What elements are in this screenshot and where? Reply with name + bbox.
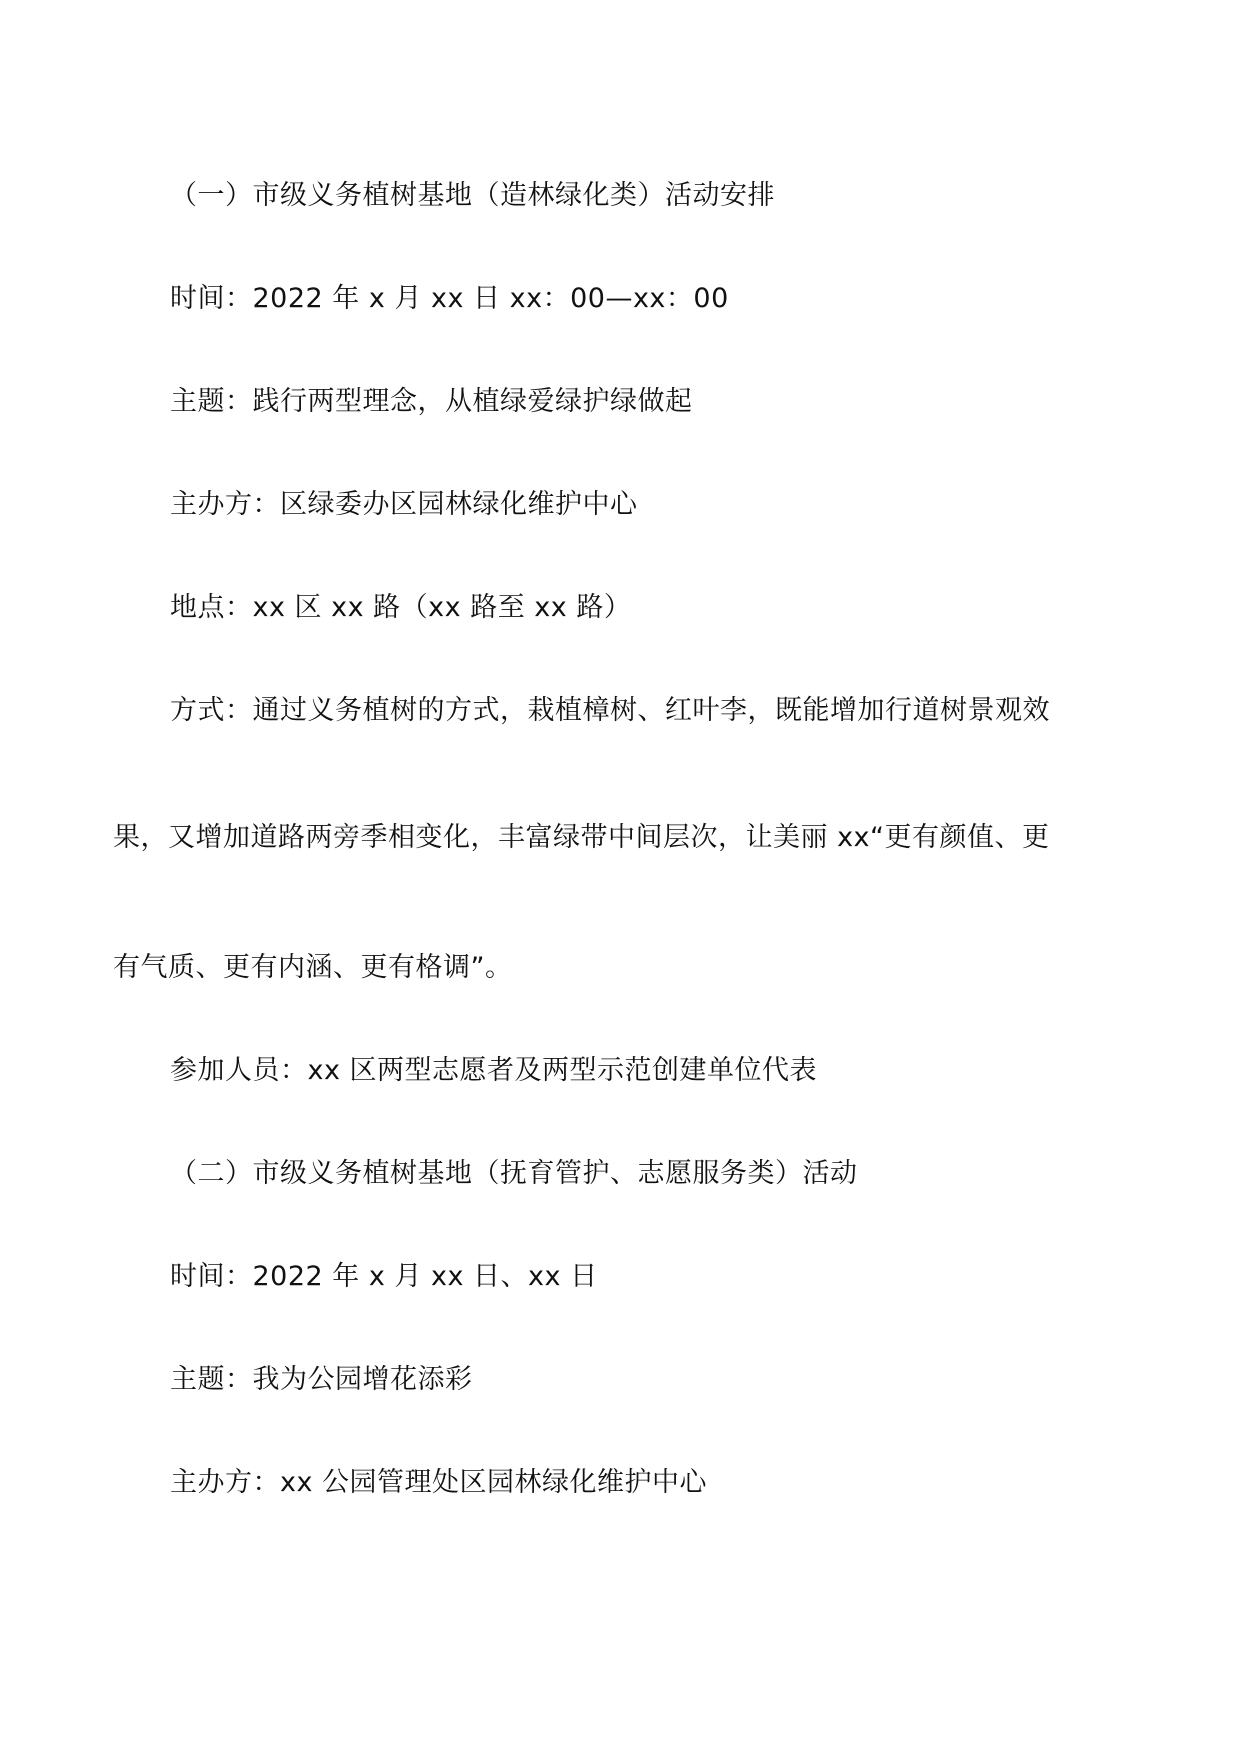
method-line-2: 果，又增加道路两旁季相变化，丰富绿带中间层次，让美丽 xx“更有颜值、更 — [113, 822, 1050, 853]
time-line-2: 时间：2022 年 x 月 xx 日、xx 日 — [170, 1261, 598, 1292]
section-heading-2: （二）市级义务植树基地（抚育管护、志愿服务类）活动 — [170, 1158, 858, 1189]
organizer-line-2: 主办方：xx 公园管理处区园林绿化维护中心 — [170, 1467, 708, 1498]
method-line-3: 有气质、更有内涵、更有格调”。 — [113, 952, 513, 983]
method-line-1: 方式：通过义务植树的方式，栽植樟树、红叶李，既能增加行道树景观效 — [170, 695, 1050, 726]
organizer-line-1: 主办方：区绿委办区园林绿化维护中心 — [170, 489, 638, 520]
participants-line-1: 参加人员：xx 区两型志愿者及两型示范创建单位代表 — [170, 1055, 818, 1086]
section-heading-1: （一）市级义务植树基地（造林绿化类）活动安排 — [170, 180, 775, 211]
time-line-1: 时间：2022 年 x 月 xx 日 xx：00—xx：00 — [170, 283, 729, 314]
theme-line-2: 主题：我为公园增花添彩 — [170, 1364, 473, 1395]
theme-line-1: 主题：践行两型理念，从植绿爱绿护绿做起 — [170, 386, 693, 417]
location-line-1: 地点：xx 区 xx 路（xx 路至 xx 路） — [170, 592, 632, 623]
